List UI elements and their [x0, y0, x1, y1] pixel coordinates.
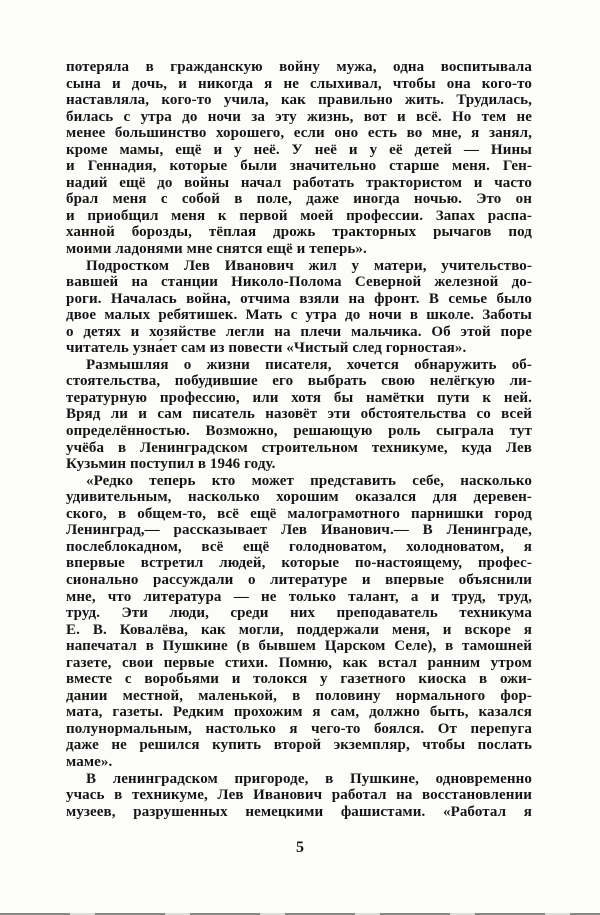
text-line: маме».	[66, 753, 113, 770]
text-line: сионально рассуждали о литературе и впервые объяснили	[66, 571, 532, 588]
text-line: двое малых ребятишек. Мать с утра до ночи в школе. Заботы	[66, 307, 532, 324]
text-line: «Редко теперь кто может представить себе, насколько	[86, 472, 532, 489]
text-line: мата, газеты. Редким прохожим я сам, должно быть, казался	[66, 704, 532, 721]
text-line: вместе с воробьями и толокся у газетного киоска в ожи-	[66, 671, 532, 688]
text-line: В ленинградском пригороде, в Пушкине, одновременно	[86, 770, 532, 787]
text-line: билась с утра до ночи за эту жизнь, вот и всё. Но тем не	[66, 108, 532, 125]
text-line: музеев, разрушенных немецкими фашистами. «Работал я	[66, 803, 532, 820]
text-line: сына и дочь, и никогда я не слыхивал, чтобы она кого-то	[66, 75, 532, 92]
text-line: послеблокадном, всё ещё голодноватом, холодноватом, я	[66, 538, 532, 555]
text-line: учась в техникуме, Лев Иванович работал на восстановлении	[66, 787, 532, 804]
text-line: напечатал в Пушкине (в бывшем Царском Селе), в тамошней	[66, 638, 532, 655]
text-line: Размышляя о жизни писателя, хочется обнаружить об-	[86, 356, 532, 373]
text-line: ханной борозды, тёплая дрожь тракторных рычагов под	[66, 224, 532, 241]
text-line: Кузьмин поступил в 1946 году.	[66, 456, 276, 473]
page-number: 5	[296, 839, 304, 856]
text-line: Е. В. Ковалёва, как могли, поддержали меня, и вскоре я	[66, 621, 532, 638]
text-line: труд. Эти люди, среди них преподаватель техникума	[66, 605, 532, 622]
text-line: и Геннадия, которые были значительно старше меня. Ген-	[66, 158, 532, 175]
text-line: кроме мамы, ещё и у неё. У неё и у её детей — Нины	[66, 141, 532, 158]
text-line: менее большинство хорошего, если оно есть во мне, я занял,	[66, 125, 532, 142]
text-line: дании местной, маленькой, в половину нормального фор-	[66, 687, 532, 704]
text-line: тературную профессию, или хотя бы намётки пути к ней.	[66, 389, 532, 406]
text-line: ского, в общем-то, всё ещё малограмотного парнишки город	[66, 505, 532, 522]
text-line: стоятельства, побудившие его выбрать свою нелёгкую ли-	[66, 373, 532, 390]
text-line: газете, свои первые стихи. Помню, как встал ранним утром	[66, 654, 532, 671]
text-line: брал меня с собой в поле, даже иногда ночью. Это он	[66, 191, 532, 208]
text-line: определённостью. Возможно, решающую роль сыграла тут	[66, 423, 532, 440]
text-block	[66, 59, 532, 820]
text-line: даже не решился купить второй экземпляр, чтобы послать	[66, 737, 532, 754]
text-line: вавшей на станции Николо-Полома Северной железной до-	[66, 274, 532, 291]
text-line: полунормальным, настолько я чего-то боялся. От перепуга	[66, 720, 532, 737]
text-line: впервые встретил людей, которые по-настоящему, профес-	[66, 555, 532, 572]
text-line: Подростком Лев Иванович жил у матери, учительство-	[86, 257, 532, 274]
text-line: надий ещё до войны начал работать трактористом и часто	[66, 174, 532, 191]
text-line: наставляла, кого-то учила, как правильно жить. Трудилась,	[66, 92, 532, 109]
text-line: о детях и хозяйстве легли на плечи мальчика. Об этой поре	[66, 323, 532, 340]
text-line: потеряла в гражданскую войну мужа, одна воспитывала	[66, 59, 532, 75]
text-line: Вряд ли и сам писатель назовёт эти обстоятельства со всей	[66, 406, 532, 423]
text-line: мне, что литература — не только талант, а и труд, труд,	[66, 588, 532, 605]
text-line: учёба в Ленинградском строительном техникуме, куда Лев	[66, 439, 532, 456]
text-line: читатель узна́ет сам из повести «Чистый след горностая».	[66, 340, 467, 357]
text-line: роги. Началась война, отчима взяли на фронт. В семье было	[66, 290, 532, 307]
text-line: Ленинград,— рассказывает Лев Иванович.— В Ленинграде,	[66, 522, 532, 539]
text-line: моими ладонями мне снятся ещё и теперь».	[66, 241, 367, 258]
text-line: и приобщил меня к первой моей профессии. Запах распа-	[66, 207, 532, 224]
text-line: удивительным, насколько хорошим оказался для деревен-	[66, 489, 532, 506]
